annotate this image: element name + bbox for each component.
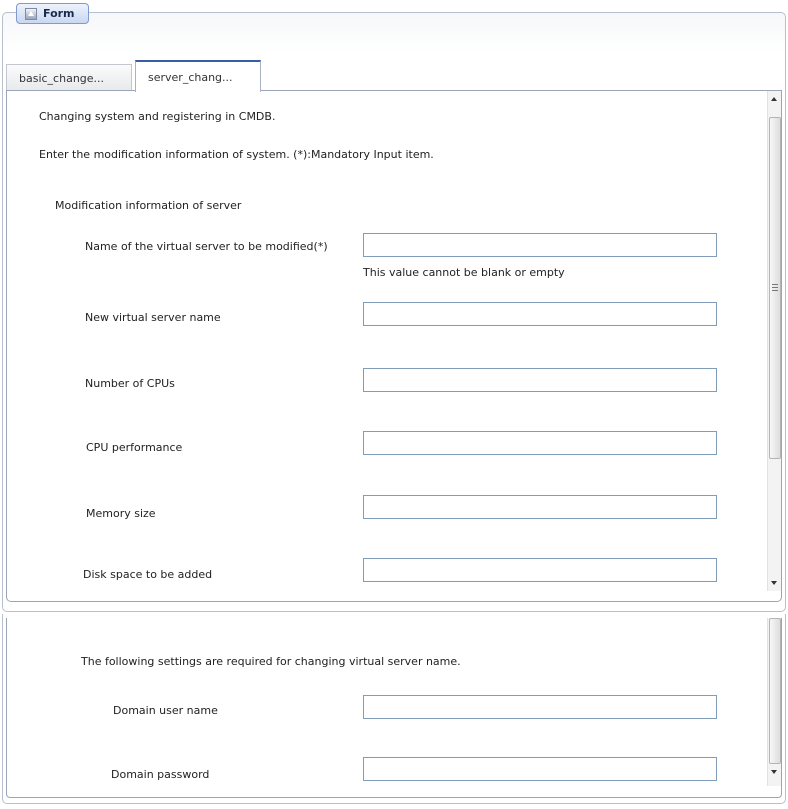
field-label-domain-user: Domain user name (113, 704, 218, 717)
tab-basic-change[interactable] (6, 64, 132, 92)
field-label-vm-name: Name of the virtual server to be modified(*) (85, 240, 328, 253)
domain-user-input[interactable] (363, 695, 717, 719)
tab-server-change[interactable] (135, 60, 261, 92)
vm-name-input[interactable] (363, 233, 717, 257)
new-vm-name-input[interactable] (363, 302, 717, 326)
grip-line-icon (772, 284, 778, 285)
form-header-button[interactable] (16, 3, 89, 24)
domain-note-text: The following settings are required for changing virtual server name. (81, 655, 461, 668)
field-label-cpus: Number of CPUs (85, 377, 175, 390)
tab-label: server_chang... (148, 70, 233, 84)
grip-line-icon (772, 287, 778, 288)
form-title: Form (43, 7, 75, 20)
validation-error: This value cannot be blank or empty (363, 266, 565, 279)
vertical-scrollbar[interactable] (767, 91, 782, 591)
field-label-disk-space: Disk space to be added (83, 568, 213, 581)
collapse-up-icon[interactable] (25, 8, 37, 20)
lower-vertical-scrollbar[interactable] (767, 618, 782, 786)
memory-size-input[interactable] (363, 495, 717, 519)
lower-content-panel (6, 618, 782, 798)
scroll-up-icon[interactable] (771, 97, 777, 101)
field-label-memory-size: Memory size (86, 507, 156, 520)
disk-space-input[interactable] (363, 558, 717, 582)
field-label-new-vm-name: New virtual server name (85, 311, 221, 324)
scroll-down-icon[interactable] (771, 581, 777, 585)
cpu-performance-input[interactable] (363, 431, 717, 455)
field-label-domain-password: Domain password (111, 768, 210, 781)
field-label-cpu-performance: CPU performance (86, 441, 183, 454)
tab-content-panel (6, 90, 782, 602)
section-title: Modification information of server (55, 199, 242, 212)
intro-text: Changing system and registering in CMDB. (39, 110, 276, 123)
tab-label: basic_change... (19, 72, 105, 85)
domain-password-input[interactable] (363, 757, 717, 781)
scroll-down-icon[interactable] (771, 770, 777, 774)
scrollbar-thumb[interactable] (769, 117, 781, 459)
cpus-input[interactable] (363, 368, 717, 392)
instructions-text: Enter the modification information of system. (*):Mandatory Input item. (39, 148, 434, 161)
grip-line-icon (772, 290, 778, 291)
lower-scrollbar-thumb[interactable] (769, 618, 781, 764)
